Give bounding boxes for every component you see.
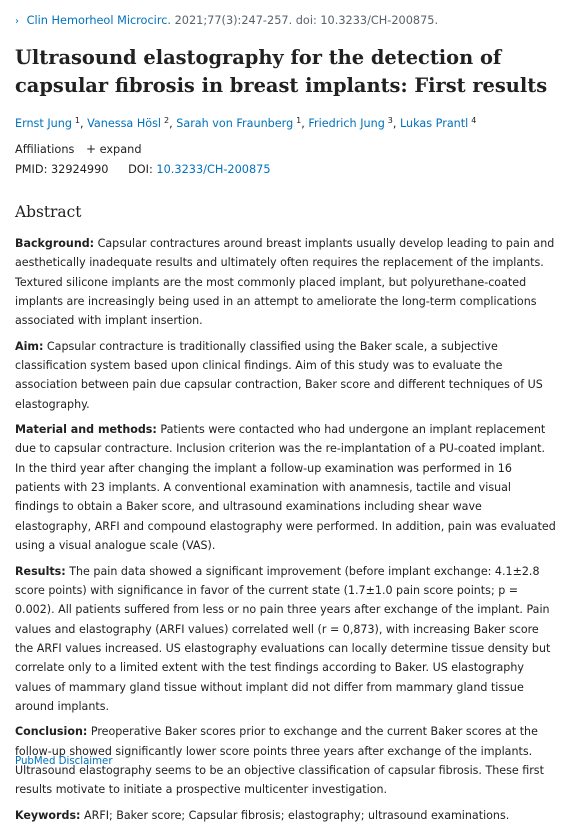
author-link[interactable]: Ernst Jung [15,117,72,130]
author-list: Ernst Jung $^1$, Vanessa Hösl $^2$, Sarah von Fraunberg $^1$, Friedrich Jung $^3$, Lukas Prantl $^4$ [15,116,477,130]
doi-label: DOI: [128,163,153,176]
section-text: The pain data showed a significant improvement (before implant exchange: 4.1±2.8 score points) with significance in favor of the current state (1.7±1.0 pain score points; p = 0.002). All patients suffered from less or no pain three years after exchange of the implant. Pain values and elastography (ARFI values) correlated well (r = 0,873), with increasing Baker score the ARFI values increased. US elastography evaluations can locally determine tissue density but correlate only to a limited extent with the test findings according to Baker. US elastography values of mammary gland tissue without implant did not differ from mammary gland tissue around implants. [15,564,551,713]
abstract-section-background [15,234,558,331]
expand-label: expand [99,143,142,156]
section-text: Patients were contacted who had undergone an implant replacement due to capsular contracture. Inclusion criterion was the re-implantation of a PU-coated implant. In the third year after changing the implant a follow-up examination was performed in 16 patients with 23 implants. A conventional examination with anamnesis, tactile and visual findings to obtain a Baker score, and ultrasound examinations including shear wave elastography, ARFI and compound elastography were performed. In addition, pain was evaluated using a visual analogue scale (VAS). [15,423,556,553]
author-affiliation-number[interactable]: 3 [387,116,393,125]
pubmed-disclaimer-link[interactable]: PubMed Disclaimer [15,756,113,767]
abstract-body [15,234,558,831]
citation-line [15,14,438,27]
keywords-text: ARFI; Baker score; Capsular fibrosis; elastography; ultrasound examinations. [84,808,510,822]
affiliations-label: Affiliations [15,143,75,156]
pmid-label: PMID: [15,163,48,176]
author-link[interactable]: Sarah von Fraunberg [176,117,294,130]
keywords [15,806,558,825]
author-affiliation-number[interactable]: 4 [471,116,477,125]
abstract-heading: Abstract [15,203,82,221]
abstract-section-results [15,562,558,717]
section-text: Capsular contractures around breast implants usually develop leading to pain and aesthetically inadequate results and ultimately often requires the replacement of the implants. Textured silicone implants are the most commonly placed implant, but polyurethane-coated implants are increasingly being used in an attempt to ameliorate the long-term complications associated with implant insertion. [15,237,555,328]
author-link[interactable]: Vanessa Hösl [87,117,162,130]
abstract-section-methods [15,420,558,555]
chevron-right-icon: › [15,16,19,27]
author-affiliation-number[interactable]: 2 [164,116,170,125]
abstract-section-aim [15,337,558,414]
author-link[interactable]: Lukas Prantl [400,117,469,130]
author-affiliation-number[interactable]: 1 [74,116,81,125]
citation-details: 2021;77(3):247-257. doi: 10.3233/CH-200875. [174,14,439,27]
keywords-label: Keywords: [15,808,81,822]
section-text: Preoperative Baker scores prior to exchange and the current Baker scores at the follow-up showed significantly lower score points three years after exchange of the implants. Ultrasound elastography seems to be an objective classification of capsular fibrosis. These first results motivate to initiate a prospective multicenter investigation. [15,725,544,797]
article-title: Ultrasound elastography for the detection of capsular fibrosis in breast implants: First results [15,46,548,97]
section-label: Results: [15,564,66,578]
section-label: Conclusion: [15,725,88,739]
journal-link[interactable]: Clin Hemorheol Microcirc. [26,14,172,27]
doi-link[interactable]: 10.3233/CH-200875 [156,163,271,176]
section-label: Aim: [15,339,44,353]
pmid-value: 32924990 [51,163,109,176]
section-label: Material and methods: [15,423,157,437]
affiliations-toggle[interactable] [15,142,142,156]
article-identifiers [15,163,271,176]
section-text: Capsular contracture is traditionally classified using the Baker scale, a subjective classification system based upon clinical findings. Aim of this study was to evaluate the association between pain due capsular contraction, Baker score and different techniques of US elastography. [15,339,543,411]
author-link[interactable]: Friedrich Jung [308,117,385,130]
author-affiliation-number[interactable]: 1 [296,116,302,125]
plus-icon: + [85,142,97,156]
section-label: Background: [15,237,95,250]
